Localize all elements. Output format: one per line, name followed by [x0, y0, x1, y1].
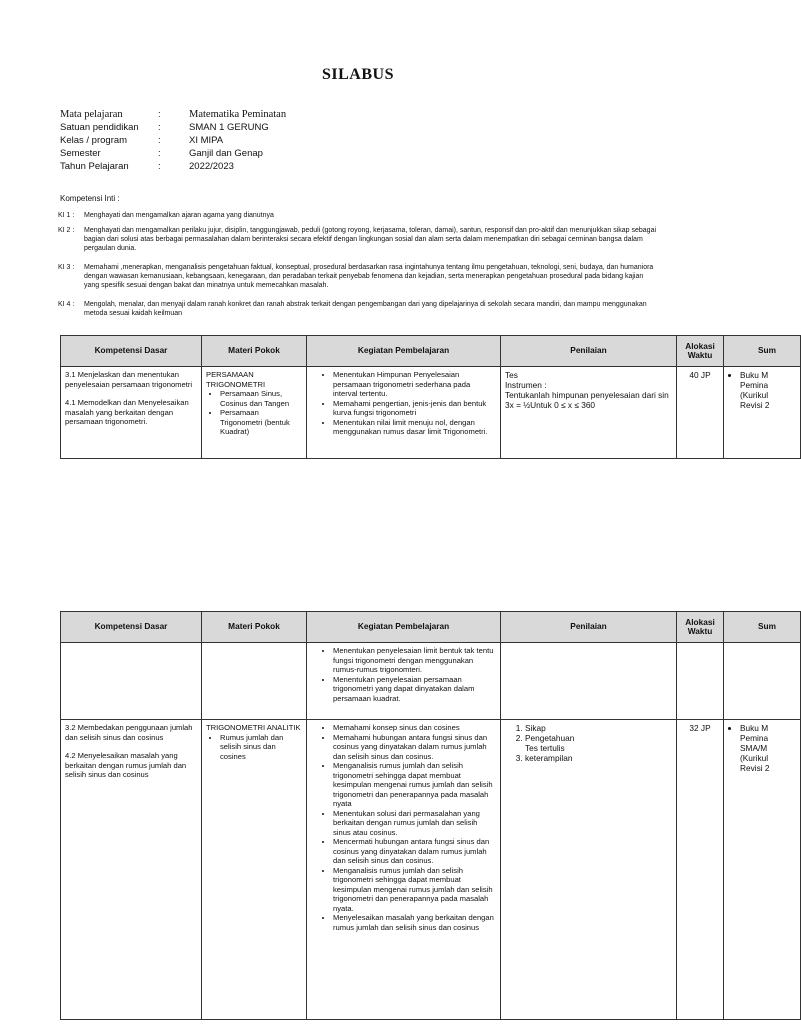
- meta-row-year: [60, 160, 286, 173]
- ki-item-1: [58, 211, 658, 220]
- list-item: • Memahami konsep sinus dan cosines: [333, 723, 496, 733]
- header-kegiatan: Kegiatan Pembelajaran: [307, 612, 501, 643]
- sumber-cell: [724, 643, 801, 720]
- list-item: • Menentukan nilai limit menuju nol, dengan menggunakan rumus dasar limit Trigonometri.: [333, 418, 496, 437]
- syllabus-table-1: [60, 335, 801, 459]
- sumber-text: (Kurikul: [740, 753, 769, 763]
- ki-code: KI 2 :: [58, 227, 75, 234]
- kd-cell: [61, 720, 202, 1020]
- table-row: [61, 367, 801, 459]
- table-row: [61, 643, 801, 720]
- kd-cell: [61, 367, 202, 459]
- meta-label: Kelas / program: [60, 135, 128, 146]
- alokasi-cell: [677, 643, 724, 720]
- header-materi-pokok: Materi Pokok: [202, 336, 307, 367]
- kegiatan-cell: [307, 367, 501, 459]
- header-alokasi-waktu: Alokasi Waktu: [677, 612, 724, 643]
- meta-colon: :: [158, 109, 161, 120]
- penilaian-cell: [501, 643, 677, 720]
- header-penilaian: Penilaian: [501, 612, 677, 643]
- penilaian-line: Tentukanlah himpunan penyelesaian dari sin 3x = ½Untuk 0 ≤ x ≤ 360: [505, 390, 669, 410]
- header-penilaian: Penilaian: [501, 336, 677, 367]
- sumber-line: [740, 370, 796, 410]
- header-kompetensi-dasar: Kompetensi Dasar: [61, 336, 202, 367]
- ki-code: KI 4 :: [58, 301, 75, 308]
- sumber-line: [740, 723, 796, 773]
- meta-value: XI MIPA: [189, 135, 224, 146]
- list-item: • Rumus jumlah dan selisih sinus dan cosines: [220, 733, 302, 762]
- ki-item-4: [58, 300, 658, 318]
- kd-4-2: 4.2 Menyelesaikan masalah yang berkaitan dengan rumus jumlah dan selisih sinus dan cosinus: [65, 751, 187, 779]
- identity-block: [60, 108, 286, 173]
- table-header-row: [61, 336, 801, 367]
- list-item: 1. Sikap: [525, 723, 672, 733]
- kegiatan-cell: [307, 720, 501, 1020]
- meta-value: SMAN 1 GERUNG: [189, 122, 269, 133]
- list-item: • Menentukan penyelesaian limit bentuk tak tentu fungsi trigonometri dengan menggunakan rumus-rumus trigonomteri.: [333, 646, 496, 675]
- sumber-text: Buku M: [740, 370, 769, 380]
- penilaian-line: Tes: [505, 370, 518, 380]
- ki-text: Menghayati dan mengamalkan perilaku jujur, disiplin, tanggungjawab, peduli (gotong royong, kerjasama, toleran, damai), santun, responsif dan pro-aktif dan menunjukkan sikap sebagai bagian dari solusi atas berbagai permasalahan dalam berinteraksi secara efektif dengan lingkungan sosial dan alam serta dalam menempatkan diri sebagai cerminan bangsa dalam pergaulan dunia.: [84, 227, 657, 252]
- materi-cell: [202, 720, 307, 1020]
- list-item: • Menentukan penyelesaian persamaan trigonometri yang dapat dinyatakan dalam persamaan kuadrat.: [333, 675, 496, 704]
- meta-colon: :: [158, 148, 161, 159]
- materi-title: TRIGONOMETRI ANALITIK: [206, 723, 301, 732]
- penilaian-cell: [501, 367, 677, 459]
- kd-3-1: 3.1 Menjelaskan dan menentukan penyelesaian persamaan trigonometri: [65, 370, 193, 389]
- meta-label: Tahun Pelajaran: [60, 161, 129, 172]
- kd-4-1: 4.1 Memodelkan dan Menyelesaikan masalah yang berkaitan dengan persamaan trigonometri.: [65, 398, 189, 426]
- meta-colon: :: [158, 122, 161, 133]
- header-sumber: Sum: [724, 336, 801, 367]
- meta-label: Mata pelajaran: [60, 109, 123, 120]
- list-item: • Menentukan Himpunan Penyelesaian persamaan trigonometri sederhana pada interval tertentu.: [333, 370, 496, 399]
- sumber-text: (Kurikul: [740, 390, 769, 400]
- meta-label: Satuan pendidikan: [60, 122, 139, 133]
- list-item: • Persamaan Trigonometri (bentuk Kuadrat): [220, 408, 302, 437]
- sumber-text: Pemina: [740, 380, 769, 390]
- penilaian-text: Tes tertulis: [525, 743, 565, 753]
- ki-heading: Kompetensi Inti :: [60, 194, 120, 203]
- meta-value: 2022/2023: [189, 161, 234, 172]
- header-kegiatan: Kegiatan Pembelajaran: [307, 336, 501, 367]
- kd-3-2: 3.2 Membedakan penggunaan jumlah dan selisih sinus dan cosinus: [65, 723, 193, 742]
- penilaian-text: Pengetahuan: [525, 733, 575, 743]
- list-item: • Persamaan Sinus, Cosinus dan Tangen: [220, 389, 302, 408]
- meta-colon: :: [158, 161, 161, 172]
- sumber-text: Revisi 2: [740, 763, 770, 773]
- ki-item-3: [58, 263, 658, 290]
- sumber-text: Pemina: [740, 733, 769, 743]
- table-header-row: [61, 612, 801, 643]
- sumber-text: SMA/M: [740, 743, 768, 753]
- ki-text: Menghayati dan mengamalkan ajaran agama yang dianutnya: [84, 212, 274, 219]
- sumber-cell: [724, 720, 801, 1020]
- ki-code: KI 3 :: [58, 264, 75, 271]
- alokasi-cell: 40 JP: [677, 367, 724, 459]
- list-item: • Mencermati hubungan antara fungsi sinus dan cosinus yang dinyatakan dalam rumus jumlah dan selisih sinus dan cosinus.: [333, 837, 496, 866]
- sumber-cell: [724, 367, 801, 459]
- header-kompetensi-dasar: Kompetensi Dasar: [61, 612, 202, 643]
- ki-code: KI 1 :: [58, 212, 75, 219]
- materi-cell: [202, 367, 307, 459]
- syllabus-table-2: [60, 611, 801, 1020]
- meta-colon: :: [158, 135, 161, 146]
- header-alokasi-waktu: Alokasi Waktu: [677, 336, 724, 367]
- meta-label: Semester: [60, 148, 101, 159]
- meta-row-class: [60, 134, 286, 147]
- list-item: • Memahami hubungan antara fungsi sinus dan cosinus yang dinyatakan dalam rumus jumlah dan selisih sinus dan cosinus.: [333, 733, 496, 762]
- meta-row-semester: [60, 147, 286, 160]
- meta-row-subject: [60, 108, 286, 121]
- kd-cell: [61, 643, 202, 720]
- document-title: SILABUS: [322, 66, 394, 83]
- materi-cell: [202, 643, 307, 720]
- meta-value: Ganjil dan Genap: [189, 148, 263, 159]
- list-item: • Menyelesaikan masalah yang berkaitan dengan rumus jumlah dan selisih sinus dan cosinus: [333, 913, 496, 932]
- list-item: [525, 733, 672, 753]
- sumber-text: Revisi 2: [740, 400, 770, 410]
- ki-text: Memahami ,menerapkan, menganalisis pengetahuan faktual, konseptual, prosedural berdasarkan rasa ingintahunya tentang ilmu pengetahuan, teknologi, seni, budaya, dan humaniora dengan wawasan kemanusiaan, kebangsaan, kenegaraan, dan peradaban terkait penyebab fenomena dan kejadian, serta menerapkan pengetahuan prosedural pada bidang kajian yang spesifik sesuai dengan bakat dan minatnya untuk memecahkan masalah.: [84, 264, 654, 289]
- header-sumber: Sum: [724, 612, 801, 643]
- penilaian-cell: [501, 720, 677, 1020]
- alokasi-cell: 32 JP: [677, 720, 724, 1020]
- meta-value: Matematika Peminatan: [189, 109, 287, 120]
- sumber-text: Buku M: [740, 723, 769, 733]
- meta-row-school: [60, 121, 286, 134]
- ki-item-2: [58, 226, 658, 253]
- penilaian-line: Instrumen :: [505, 380, 547, 390]
- header-materi-pokok: Materi Pokok: [202, 612, 307, 643]
- list-item: • Menentukan solusi dari permasalahan yang berkaitan dengan rumus jumlah dan selisih sinus atau cosinus.: [333, 809, 496, 838]
- list-item: • Memahami pengertian, jenis-jenis dan bentuk kurva fungsi trigonometri: [333, 399, 496, 418]
- kegiatan-cell: [307, 643, 501, 720]
- list-item: 3. keterampilan: [525, 753, 672, 763]
- materi-title: PERSAMAAN TRIGONOMETRI: [206, 370, 266, 389]
- table-row: [61, 720, 801, 1020]
- list-item: • Menganalisis rumus jumlah dan selisih trigonometri sehingga dapat membuat kesimpulan mengenai rumus jumlah dan selisih trigonometri dan penerapannya pada masalah nyata: [333, 761, 496, 809]
- ki-text: Mengolah, menalar, dan menyaji dalam ranah konkret dan ranah abstrak terkait dengan pengembangan dari yang dipelajarinya di sekolah secara mandiri, dan mampu menggunakan metoda sesuai kaidah keilmuan: [84, 301, 647, 317]
- list-item: • Menganalisis rumus jumlah dan selisih trigonometri sehingga dapat membuat kesimpulan mengenai rumus jumlah dan selisih trigonometri dan penerapannya pada masalah nyata.: [333, 866, 496, 914]
